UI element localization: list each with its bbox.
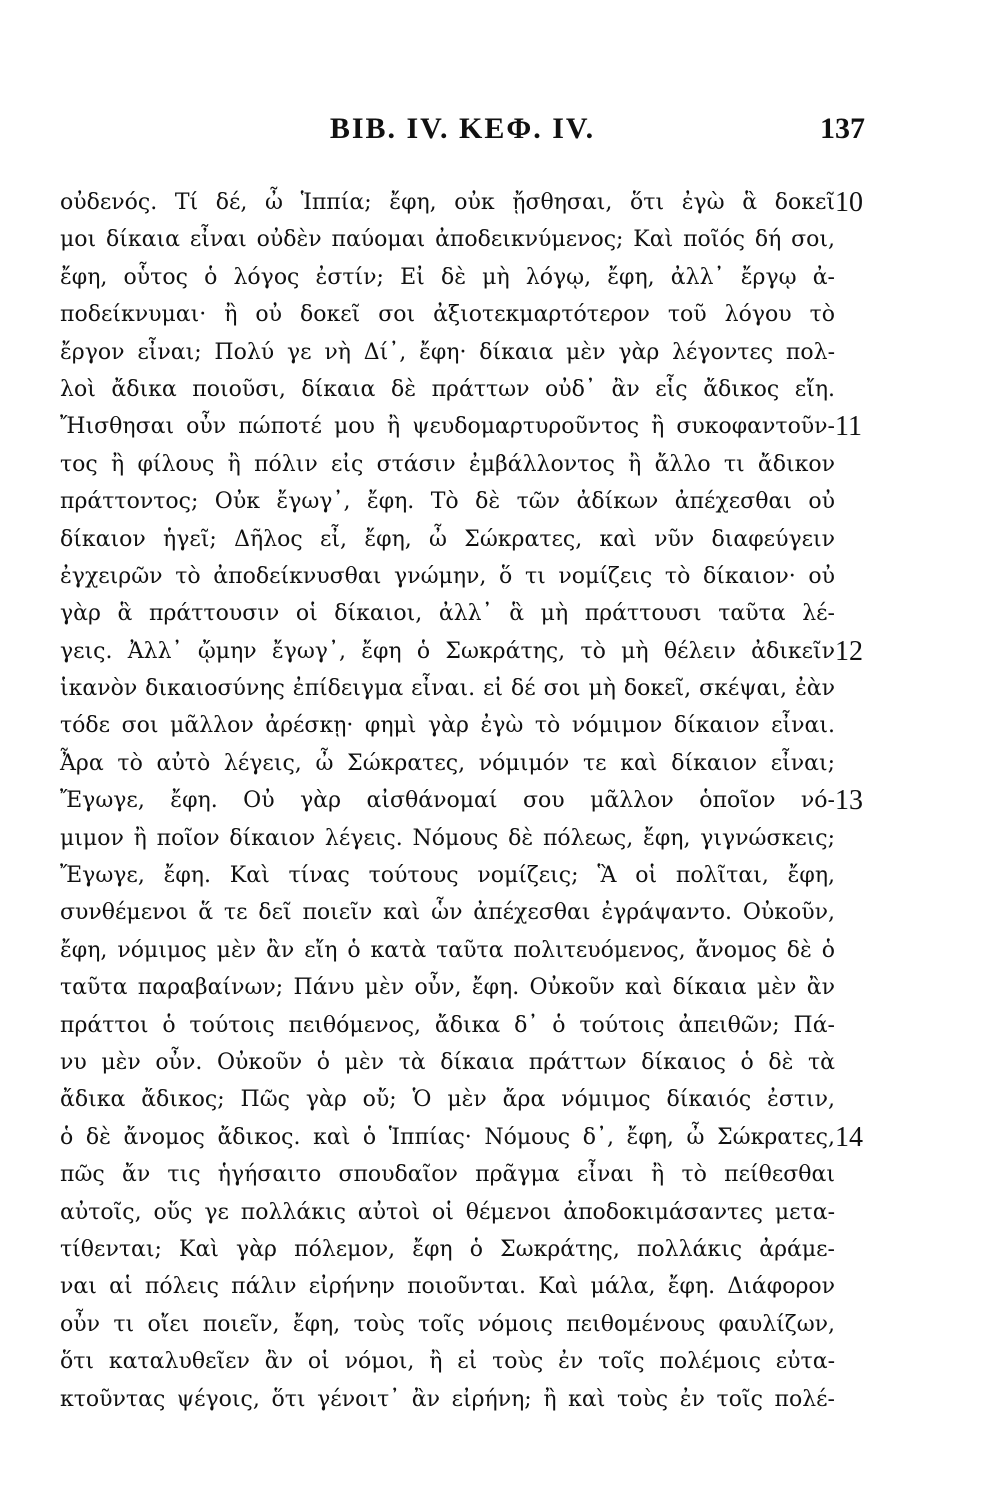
text-line-content: ἔφη, νόμιμος μὲν ἂν εἴη ὁ κατὰ ταῦτα πολιτευόμενος, ἄνομος δὲ ὁ (60, 937, 835, 963)
text-line-content: ἔργον εἶναι; Πολύ γε νὴ Δί᾽, ἔφη· δίκαια μὲν γὰρ λέγοντες πολ- (60, 339, 835, 365)
text-line-content: μιμον ἢ ποῖον δίκαιον λέγεις. Νόμους δὲ πόλεως, ἔφη, γιγνώσκεις; (60, 825, 835, 851)
text-line (60, 1231, 835, 1268)
text-line-content: ναι αἱ πόλεις πάλιν εἰρήνην ποιοῦνται. Καὶ μάλα, ἔφη. Διάφορον (60, 1274, 835, 1300)
text-line (60, 707, 835, 744)
text-line (60, 521, 835, 558)
text-line-content: Ἔγωγε, ἔφη. Καὶ τίνας τούτους νομίζεις; Ἃ οἱ πολῖται, ἔφη, (60, 863, 835, 889)
text-line (60, 221, 835, 258)
section-number: 11 (835, 411, 862, 443)
text-line-content: λοὶ ἄδικα ποιοῦσι, δίκαια δὲ πράττων οὐδ᾽ ἂν εἷς ἄδικος εἴη. (60, 376, 835, 402)
text-line-content: μοι δίκαια εἶναι οὐδὲν παύομαι ἀποδεικνύμενος; Καὶ ποῖός δή σοι, (60, 227, 835, 253)
section-number: 12 (835, 635, 863, 667)
text-line-content: Ἤισθησαι οὖν πώποτέ μου ἢ ψευδομαρτυροῦντος ἢ συκοφαντοῦν- (60, 414, 835, 440)
text-line (60, 633, 863, 670)
text-line-content: ἐγχειρῶν τὸ ἀποδείκνυσθαι γνώμην, ὅ τι νομίζεις τὸ δίκαιον· οὐ (60, 563, 835, 589)
text-line (60, 595, 835, 632)
text-line (60, 483, 835, 520)
running-head: ΒΙΒ. IV. ΚΕΦ. IV. (329, 112, 596, 145)
section-number: 14 (835, 1121, 863, 1153)
text-line-content: αὐτοῖς, οὕς γε πολλάκις αὐτοὶ οἱ θέμενοι ἀποδοκιμάσαντες μετα- (60, 1199, 835, 1225)
body-text (60, 184, 865, 1418)
section-number: 13 (835, 785, 863, 817)
text-line-content: τος ἢ φίλους ἢ πόλιν εἰς στάσιν ἐμβάλλοντος ἢ ἄλλο τι ἄδικον (60, 451, 835, 477)
text-line (60, 1156, 835, 1193)
text-line-content: ταῦτα παραβαίνων; Πάνυ μὲν οὖν, ἔφη. Οὐκοῦν καὶ δίκαια μὲν ἂν (60, 975, 835, 1001)
text-line (60, 745, 835, 782)
text-line-content: Ἆρα τὸ αὐτὸ λέγεις, ὦ Σώκρατες, νόμιμόν τε καὶ δίκαιον εἶναι; (60, 750, 835, 776)
text-line-content: πῶς ἄν τις ἡγήσαιτο σπουδαῖον πρᾶγμα εἶναι ἢ τὸ πείθεσθαι (60, 1162, 835, 1188)
text-line (60, 296, 835, 333)
text-line (60, 1194, 835, 1231)
text-line (60, 670, 835, 707)
text-line (60, 1306, 835, 1343)
text-line-content: πράττοι ὁ τούτοις πειθόμενος, ἄδικα δ᾽ ὁ τούτοις ἀπειθῶν; Πά- (60, 1012, 835, 1038)
text-line (60, 969, 835, 1006)
text-line (60, 820, 835, 857)
text-line (60, 857, 835, 894)
text-line-content: πράττοντος; Οὐκ ἔγωγ᾽, ἔφη. Τὸ δὲ τῶν ἀδίκων ἀπέχεσθαι οὐ (60, 489, 835, 515)
text-line (60, 932, 835, 969)
text-line-content: ὅτι καταλυθεῖεν ἂν οἱ νόμοι, ἢ εἰ τοὺς ἐν τοῖς πολέμοις εὐτα- (60, 1349, 835, 1375)
text-line-content: τίθενται; Καὶ γὰρ πόλεμον, ἔφη ὁ Σωκράτης, πολλάκις ἀράμε- (60, 1236, 835, 1262)
text-line (60, 1007, 835, 1044)
text-line-content: γὰρ ἃ πράττουσιν οἱ δίκαιοι, ἀλλ᾽ ἃ μὴ πράττουσι ταῦτα λέ- (60, 601, 835, 627)
text-line (60, 1268, 835, 1305)
text-line-content: ἔφη, οὗτος ὁ λόγος ἐστίν; Εἰ δὲ μὴ λόγῳ, ἔφη, ἀλλ᾽ ἔργῳ ἀ- (60, 264, 835, 290)
text-line (60, 1044, 835, 1081)
text-line (60, 1119, 863, 1156)
text-line-content: ἄδικα ἄδικος; Πῶς γὰρ οὔ; Ὁ μὲν ἄρα νόμιμος δίκαιός ἐστιν, (60, 1087, 835, 1113)
text-line (60, 894, 835, 931)
text-line-content: ἱκανὸν δικαιοσύνης ἐπίδειγμα εἶναι. εἰ δέ σοι μὴ δοκεῖ, σκέψαι, ἐὰν (60, 676, 835, 702)
text-line (60, 371, 835, 408)
page-header (60, 112, 865, 152)
text-line-content: τόδε σοι μᾶλλον ἀρέσκῃ· φημὶ γὰρ ἐγὼ τὸ νόμιμον δίκαιον εἶναι. (60, 713, 835, 739)
text-line-content: κτοῦντας ψέγοις, ὅτι γένοιτ᾽ ἂν εἰρήνη; ἢ καὶ τοὺς ἐν τοῖς πολέ- (60, 1386, 835, 1412)
text-line (60, 259, 835, 296)
text-line-content: συνθέμενοι ἅ τε δεῖ ποιεῖν καὶ ὧν ἀπέχεσθαι ἐγράψαντο. Οὐκοῦν, (60, 900, 835, 926)
text-line (60, 334, 835, 371)
text-line-content: δίκαιον ἡγεῖ; Δῆλος εἶ, ἔφη, ὦ Σώκρατες, καὶ νῦν διαφεύγειν (60, 526, 835, 552)
text-line (60, 1343, 835, 1380)
text-line-content: ποδείκνυμαι· ἢ οὐ δοκεῖ σοι ἀξιοτεκμαρτότερον τοῦ λόγου τὸ (60, 302, 835, 328)
text-line (60, 1081, 835, 1118)
text-line-content: οὐδενός. Τί δέ, ὦ Ἱππία; ἔφη, οὐκ ᾔσθησαι, ὅτι ἐγὼ ἃ δοκεῖ (60, 190, 835, 215)
text-line-content: γεις. Ἀλλ᾽ ᾤμην ἔγωγ᾽, ἔφη ὁ Σωκράτης, τὸ μὴ θέλειν ἀδικεῖν (60, 638, 835, 664)
text-line-content: ὁ δὲ ἄνομος ἄδικος. καὶ ὁ Ἱππίας· Νόμους δ᾽, ἔφη, ὦ Σώκρατες, (60, 1124, 835, 1150)
text-line-content: οὖν τι οἴει ποιεῖν, ἔφη, τοὺς τοῖς νόμοις πειθομένους φαυλίζων, (60, 1311, 835, 1337)
text-line (60, 408, 862, 445)
text-line-content: Ἔγωγε, ἔφη. Οὐ γὰρ αἰσθάνομαί σου μᾶλλον ὁποῖον νό- (60, 788, 835, 814)
text-line (60, 446, 835, 483)
text-line-content: νυ μὲν οὖν. Οὐκοῦν ὁ μὲν τὰ δίκαια πράττων δίκαιος ὁ δὲ τὰ (60, 1049, 835, 1075)
page-number: 137 (820, 112, 865, 145)
text-line (60, 558, 835, 595)
text-line (60, 782, 863, 819)
section-number: 10 (835, 187, 863, 218)
text-line (60, 184, 863, 221)
text-line (60, 1381, 835, 1418)
